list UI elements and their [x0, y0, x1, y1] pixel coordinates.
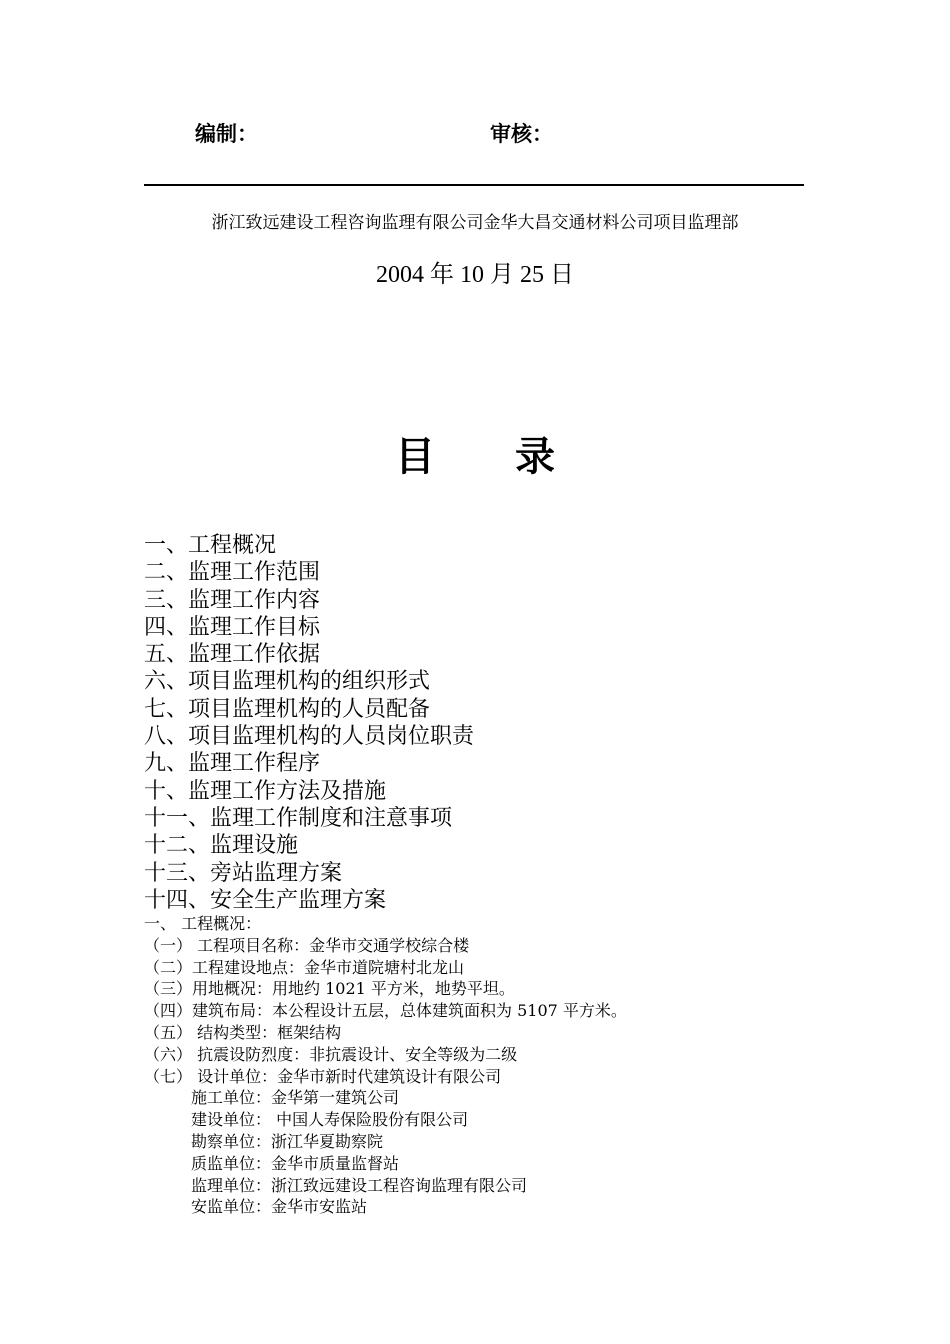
unit-line: 施工单位：金华第一建筑公司	[191, 1088, 400, 1108]
toc-title	[0, 425, 950, 482]
toc-title-char-1: 目	[395, 433, 435, 480]
overview-line: （六） 抗震设防烈度：非抗震设计、安全等级为二级	[144, 1044, 518, 1064]
toc-item: 五、监理工作依据	[144, 642, 321, 668]
overview-line: （五） 结构类型：框架结构	[144, 1022, 342, 1042]
toc-item: 三、监理工作内容	[144, 587, 321, 613]
toc-item: 七、项目监理机构的人员配备	[144, 696, 431, 722]
toc-list	[144, 532, 474, 914]
unit-line: 质监单位：金华市质量监督站	[191, 1153, 400, 1173]
toc-item: 六、项目监理机构的组织形式	[144, 669, 431, 695]
compiler-label: 编制：	[195, 122, 258, 146]
toc-item: 十、监理工作方法及措施	[144, 778, 387, 804]
overview-line: （七） 设计单位：金华市新时代建筑设计有限公司	[144, 1066, 502, 1086]
toc-item: 八、项目监理机构的人员岗位职责	[144, 724, 475, 750]
unit-line: 监理单位：浙江致远建设工程咨询监理有限公司	[191, 1175, 528, 1195]
toc-item: 二、监理工作范围	[144, 560, 321, 586]
divider-line	[144, 184, 804, 186]
project-overview	[144, 913, 627, 1218]
reviewer-label: 审核：	[490, 122, 553, 146]
overview-line: （四）建筑布局：本公程设计五层，总体建筑面积为 5107 平方米。	[144, 1001, 627, 1021]
toc-item: 一、工程概况	[144, 533, 277, 558]
unit-line: 勘察单位：浙江华夏勘察院	[191, 1131, 384, 1151]
overview-line: （二）工程建设地点：金华市道院塘村北龙山	[144, 957, 465, 977]
overview-line: （一） 工程项目名称：金华市交通学校综合楼	[144, 935, 470, 955]
unit-line: 安监单位：金华市安监站	[191, 1197, 368, 1217]
toc-title-char-2: 录	[515, 433, 555, 480]
overview-line: （三）用地概况：用地约 1021 平方米，地势平坦。	[144, 979, 515, 999]
toc-item: 十三、旁站监理方案	[144, 860, 343, 886]
toc-item: 十二、监理设施	[144, 833, 299, 859]
toc-item: 九、监理工作程序	[144, 751, 321, 777]
document-date: 2004 年 10 月 25 日	[376, 262, 574, 288]
toc-item: 十一、监理工作制度和注意事项	[144, 805, 453, 831]
unit-line: 建设单位： 中国人寿保险股份有限公司	[191, 1110, 469, 1130]
organization-name: 浙江致远建设工程咨询监理有限公司金华大昌交通材料公司项目监理部	[211, 213, 739, 233]
toc-item: 十四、安全生产监理方案	[144, 887, 387, 913]
toc-item: 四、监理工作目标	[144, 614, 321, 640]
overview-heading: 一、 工程概况：	[144, 914, 262, 933]
